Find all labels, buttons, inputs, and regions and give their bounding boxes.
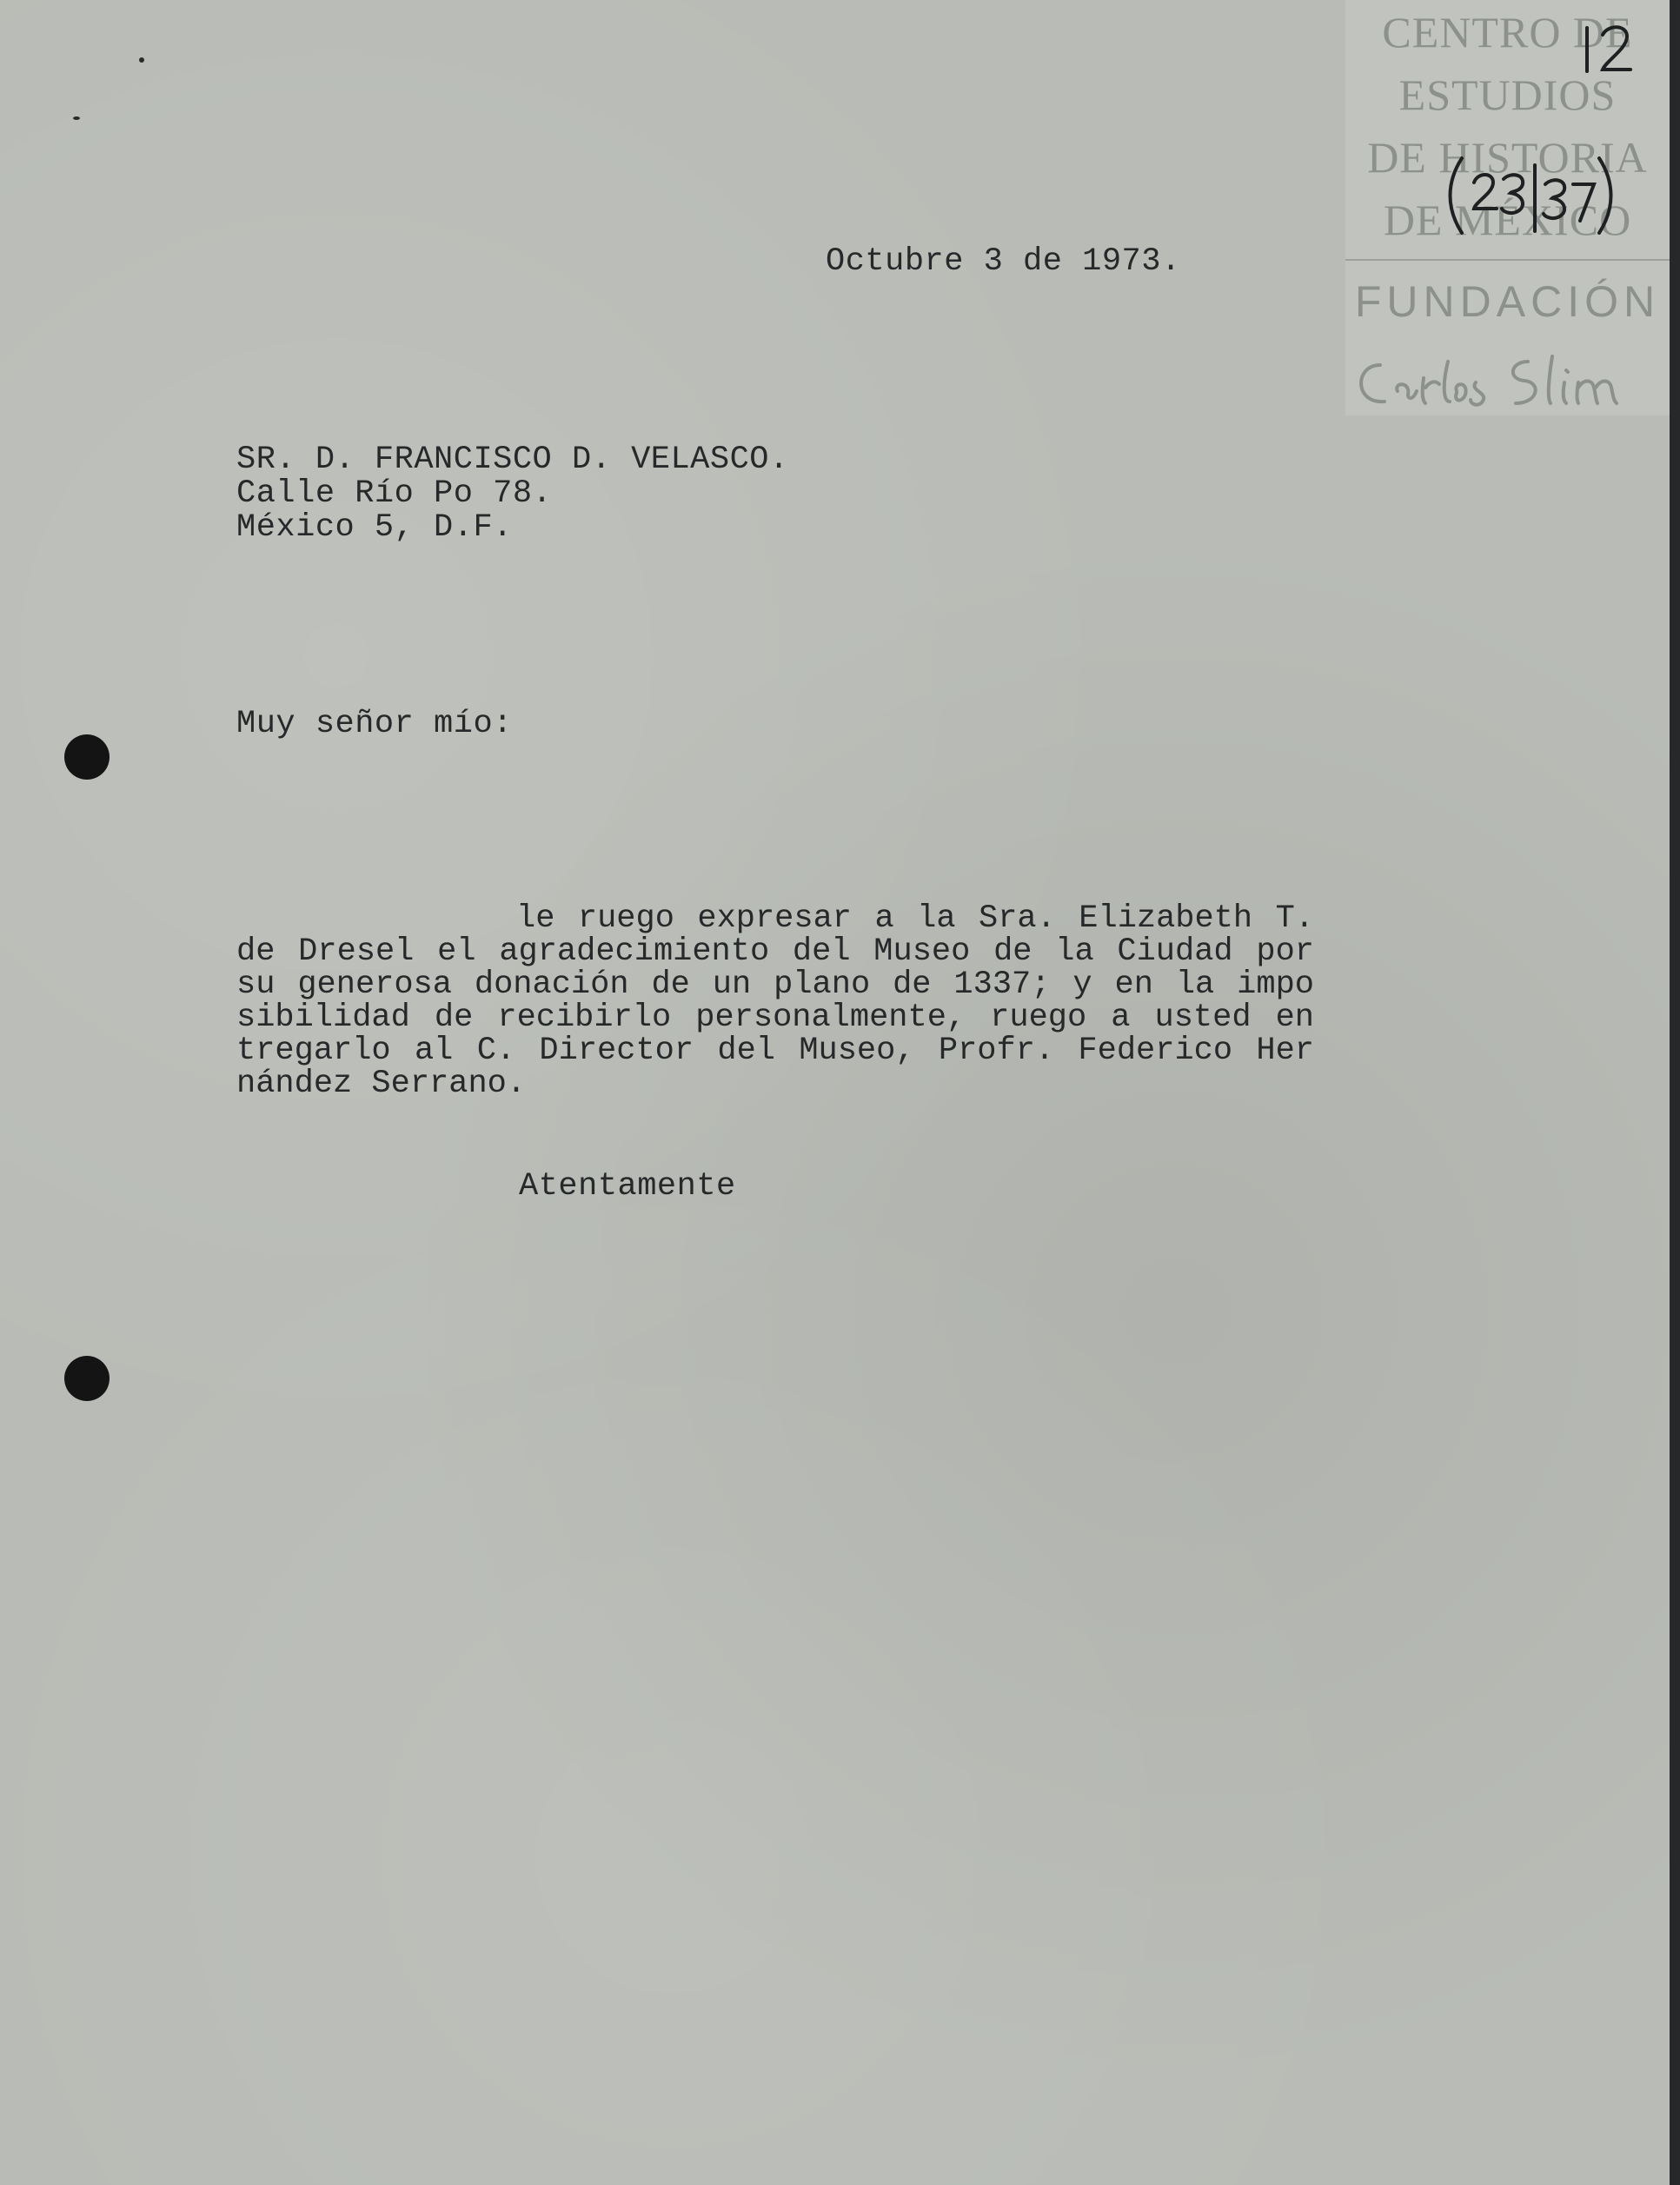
body-line: nández Serrano.: [236, 1066, 527, 1102]
stamp-line-1: CENTRO DE: [1382, 8, 1633, 56]
letter-date: Octubre 3 de 1973.: [826, 243, 1181, 280]
handwritten-reference: [1443, 148, 1617, 243]
recipient-street: Calle Río Po 78.: [236, 475, 553, 512]
closing: Atentamente: [519, 1168, 736, 1205]
handwritten-page-number: [1573, 19, 1643, 89]
body-line: su generosa donación de un plano de 1337; y en la impo: [236, 966, 1314, 1003]
stamp-foundation: FUNDACIÓN: [1354, 277, 1661, 326]
punch-hole-top: [64, 734, 110, 780]
stamp-line-3: DE HISTORIA: [1367, 133, 1648, 182]
body-line: sibilidad de recibirlo personalmente, ruego a usted en: [236, 1000, 1314, 1036]
punch-hole-bottom: [64, 1356, 110, 1401]
stamp-signature-logo: [1345, 330, 1670, 426]
body-line: de Dresel el agradecimiento del Museo de la Ciudad por: [236, 933, 1314, 970]
stamp-line-4: DE MÉXICO: [1383, 196, 1632, 244]
page-edge: [1670, 0, 1680, 2185]
stamp-line-2: ESTUDIOS: [1398, 70, 1617, 119]
ink-speck: [73, 116, 80, 120]
body-line: tregarlo al C. Director del Museo, Profr. Federico Her: [236, 1033, 1314, 1069]
recipient-city: México 5, D.F.: [236, 509, 513, 546]
salutation: Muy señor mío:: [236, 706, 513, 742]
body-line: le ruego expresar a la Sra. Elizabeth T.: [516, 900, 1314, 937]
letter-body: [236, 902, 1314, 1100]
ink-speck: [139, 57, 144, 63]
stamp-divider: [1345, 259, 1670, 261]
recipient-name: SR. D. FRANCISCO D. VELASCO.: [236, 442, 789, 478]
